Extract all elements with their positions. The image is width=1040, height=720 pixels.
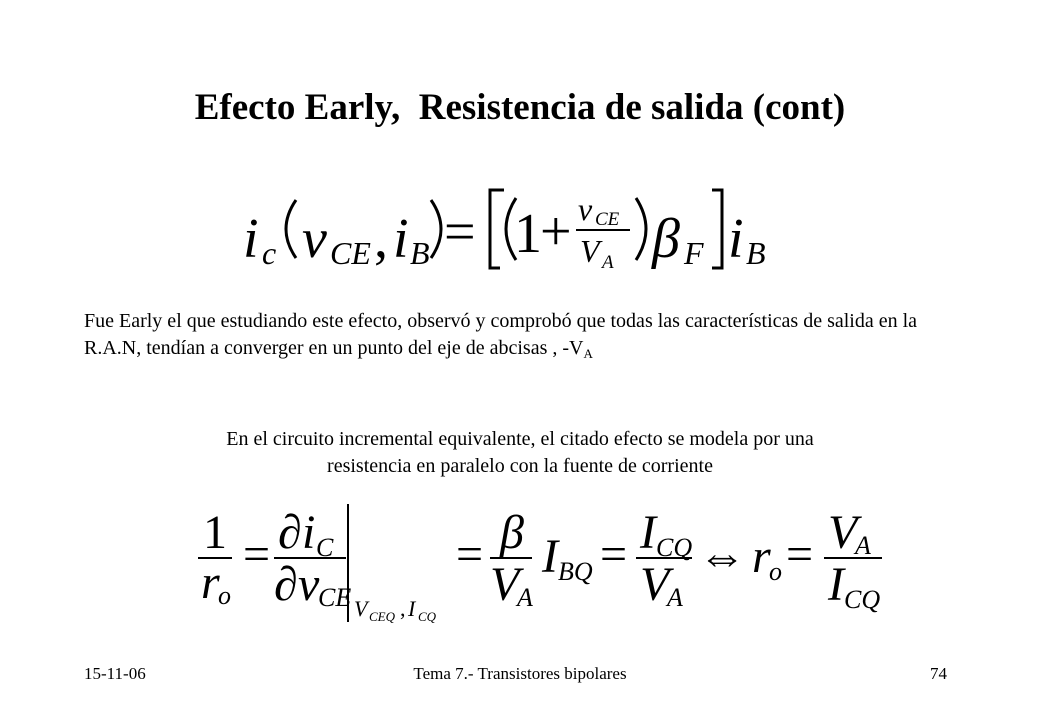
- eq1-equals: =: [444, 201, 476, 263]
- eq2-bq-sub: BQ: [558, 557, 593, 586]
- eq2-equals-1: =: [243, 528, 271, 581]
- eq1-plus: +: [540, 201, 572, 263]
- paragraph1-text: Fue Early el que estudiando este efecto, observó y comprobó que todas las características de salida en la R.A.N, tendían a converger en un punto del eje de abcisas , -V: [84, 310, 918, 359]
- eq1-ib-b: B: [746, 235, 766, 271]
- eq1-comma: ,: [374, 208, 388, 270]
- eq2-cq-sub: CQ: [656, 533, 693, 562]
- footer-topic: Tema 7.- Transistores bipolares: [413, 664, 627, 683]
- eq1-ce-sub: CE: [330, 235, 371, 271]
- eq2-eval-i: I: [408, 596, 416, 621]
- eq2-icq2-i: I: [828, 558, 844, 611]
- eq2-r: r: [201, 556, 220, 609]
- paragraph2-line1: En el circuito incremental equivalente, el citado efecto se modela por una: [226, 428, 814, 450]
- slide-title: Efecto Early, Resistencia de salida (cont): [194, 87, 846, 128]
- eq2-partial-den: ∂: [274, 558, 298, 611]
- eq1-c-sub: c: [262, 235, 277, 271]
- eq2-va2-v: V: [640, 558, 670, 611]
- eq2-va2-a: A: [667, 583, 683, 612]
- eq2-equals-4: =: [786, 528, 814, 581]
- eq2-partial-num: ∂: [278, 506, 302, 559]
- eq2-va-v: V: [490, 558, 520, 611]
- eq1-i: i: [243, 208, 259, 270]
- eq1-v: v: [302, 208, 327, 270]
- paragraph2-line2: resistencia en paralelo con la fuente de corriente: [327, 455, 713, 477]
- eq2-beta: β: [500, 506, 524, 559]
- eq2-va-a: A: [517, 583, 533, 612]
- eq1-b-sub: B: [410, 235, 430, 271]
- eq2-va3-a: A: [855, 531, 871, 560]
- eq2-eval-cq: CQ: [418, 609, 437, 624]
- eq2-ce-sub: CE: [318, 583, 352, 612]
- eq1-one: 1: [514, 203, 542, 265]
- eq2-iff: ⇔: [698, 530, 746, 583]
- eq1-ib-i: i: [728, 208, 744, 270]
- eq1-f-sub: F: [684, 235, 704, 271]
- eq1-frac-num-ce: CE: [595, 209, 620, 230]
- footer-date: 15-11-06: [84, 664, 146, 683]
- eq2-o-sub: o: [218, 581, 231, 610]
- eq2-i: i: [302, 506, 316, 559]
- eq2-equals-2: =: [456, 528, 484, 581]
- eq1-frac-num-v: v: [578, 191, 593, 227]
- paragraph1-subscript: A: [583, 346, 593, 361]
- eq2-v: v: [298, 558, 320, 611]
- eq1-beta: β: [652, 208, 680, 270]
- footer-page-number: 74: [930, 664, 947, 683]
- eq2-cq2-sub: CQ: [844, 585, 881, 614]
- eq2-equals-3: =: [600, 528, 628, 581]
- eq2-ibq-i: I: [542, 530, 558, 583]
- eq1-i2: i: [393, 208, 409, 270]
- eq1-frac-den-a: A: [602, 252, 614, 273]
- eq2-va3-v: V: [828, 506, 858, 559]
- eq2-c-sub: C: [316, 533, 334, 562]
- eq2-icq-i: I: [640, 506, 656, 559]
- eq2-ro-o: o: [769, 557, 782, 586]
- eq2-eval-ceq: CEQ: [369, 609, 395, 624]
- eq1-frac-den-v: V: [580, 233, 600, 269]
- eq2-eval-v: V: [354, 596, 368, 621]
- eq2-eval-sep: ,: [400, 596, 406, 621]
- eq2-one: 1: [203, 506, 227, 559]
- eq2-ro-r: r: [752, 530, 771, 583]
